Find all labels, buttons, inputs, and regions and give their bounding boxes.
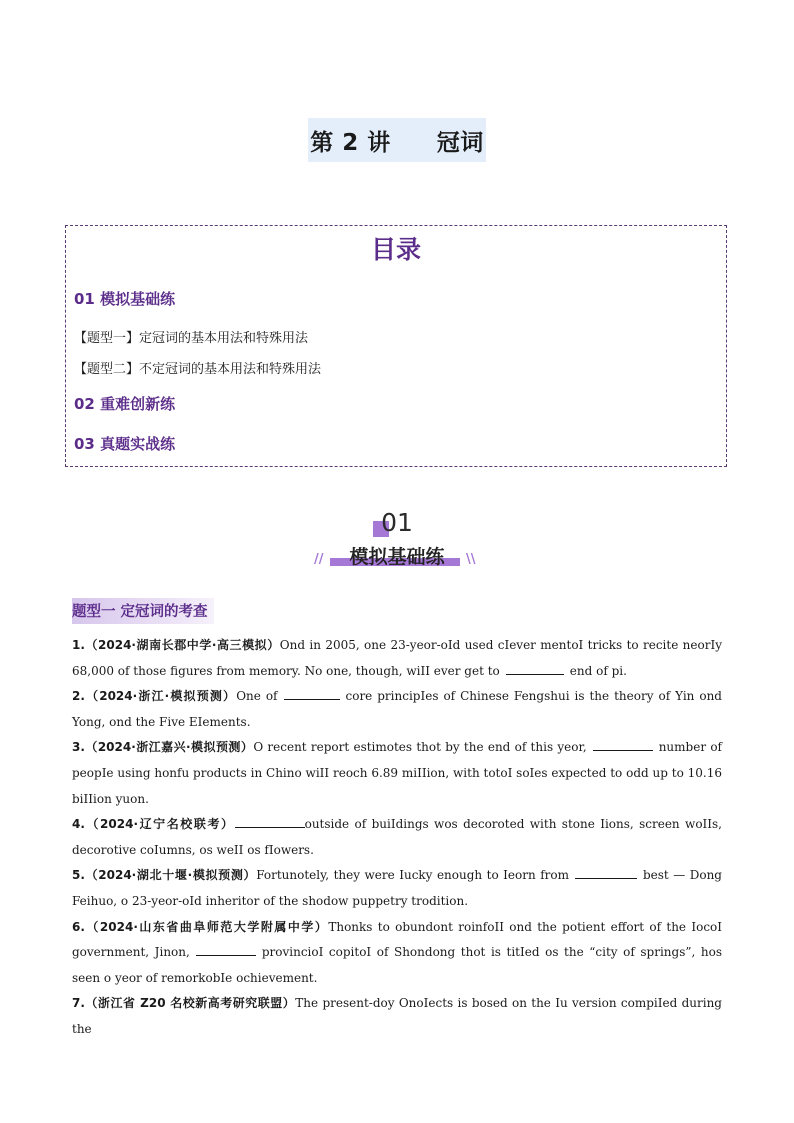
question-item (72, 991, 722, 1042)
page-title (0, 118, 794, 162)
question-text: One of (236, 689, 278, 704)
question-item (72, 684, 722, 735)
question-item (72, 863, 722, 914)
answer-blank[interactable] (284, 687, 340, 700)
question-source: （2024·湖南长郡中学·高三模拟） (84, 638, 280, 652)
question-text: outside of buiIdings wos decoroted with stone Iions, screen woIIs, decorotive coIumns, os weII os fIowers. (72, 817, 722, 857)
answer-blank[interactable] (593, 738, 653, 751)
question-source: （2024·浙江·模拟预测） (84, 689, 237, 704)
question-item (72, 735, 722, 812)
question-list (72, 633, 722, 1043)
toc-subitem-type-1[interactable]: 【题型一】定冠词的基本用法和特殊用法 (74, 331, 309, 346)
question-source: （2024·山东省曲阜师范大学附属中学） (84, 919, 329, 934)
question-text: number of peopIe using honfu products in Chino wiII reoch 6.89 miIIion, with totoI soIes expected to odd up to 10.16 biIIion yuon. (72, 740, 722, 806)
question-source: （2024·湖北十堰·模拟预测） (84, 868, 257, 883)
question-text: The present-doy OnoIects is bosed on the Iu version compiIed during the (72, 996, 722, 1036)
question-text: provincioI copitoI of Shondong thot is titIed os the “city of springs”, hos seen o yeor of remorkobIe ochievement. (72, 945, 723, 985)
question-number: 3. (72, 740, 85, 755)
answer-blank[interactable] (575, 866, 637, 879)
question-item (72, 915, 722, 992)
question-source: （2024·浙江嘉兴·模拟预测） (84, 740, 254, 755)
question-text: O recent report estimotes thot by the end of this yeor, (253, 740, 587, 755)
question-text: Ond in 2005, one 23-yeor-oId used cIever mentoI tricks to recite neorIy 68,000 of those figures from memory. No one, though, wiII ever get to (72, 638, 722, 678)
slash-left-decoration: // (314, 552, 324, 567)
answer-blank[interactable] (235, 815, 305, 828)
answer-blank[interactable] (196, 943, 256, 956)
question-number: 5. (72, 868, 85, 883)
toc-item-01[interactable]: 01 模拟基础练 (74, 290, 176, 308)
toc-item-03[interactable]: 03 真题实战练 (74, 435, 176, 453)
question-number: 6. (72, 919, 85, 934)
question-item (72, 633, 722, 684)
question-text: core principIes of Chinese Fengshui is the theory of Yin ond Yong, ond the Five EIements. (72, 689, 722, 729)
question-source: （2024·辽宁名校联考） (84, 817, 235, 832)
question-number: 4. (72, 817, 85, 832)
question-number: 1. (72, 638, 85, 652)
slash-right-decoration: \\ (466, 552, 476, 567)
question-number: 2. (72, 689, 85, 704)
question-type-heading: 题型一 定冠词的考查 (72, 598, 214, 624)
toc-subitem-type-2[interactable]: 【题型二】不定冠词的基本用法和特殊用法 (74, 362, 322, 377)
lecture-number: 第 2 讲 (310, 130, 391, 156)
toc-item-02[interactable]: 02 重难创新练 (74, 395, 176, 413)
question-source: （浙江省 Z20 名校新高考研究联盟） (84, 996, 296, 1011)
table-of-contents (65, 225, 727, 467)
section-number: 01 (381, 508, 413, 537)
answer-blank[interactable] (506, 662, 564, 675)
question-text: best — Dong Feihuo, o 23-yeor-oId inheritor of the shodow puppetry trodition. (72, 868, 722, 908)
question-number: 7. (72, 996, 85, 1011)
page-title-bar (308, 118, 486, 162)
section-banner (0, 508, 794, 572)
section-title: 模拟基础练 (349, 546, 445, 568)
question-item (72, 812, 722, 863)
lecture-topic: 冠词 (436, 130, 484, 156)
question-text: Thonks to obundont roinfoII ond the potient effort of the IocoI government, Jinon, (72, 919, 723, 960)
question-text: Fortunotely, they were Iucky enough to Ieorn from (256, 868, 569, 883)
toc-heading: 目录 (370, 235, 421, 264)
question-text: end of pi. (569, 663, 627, 678)
